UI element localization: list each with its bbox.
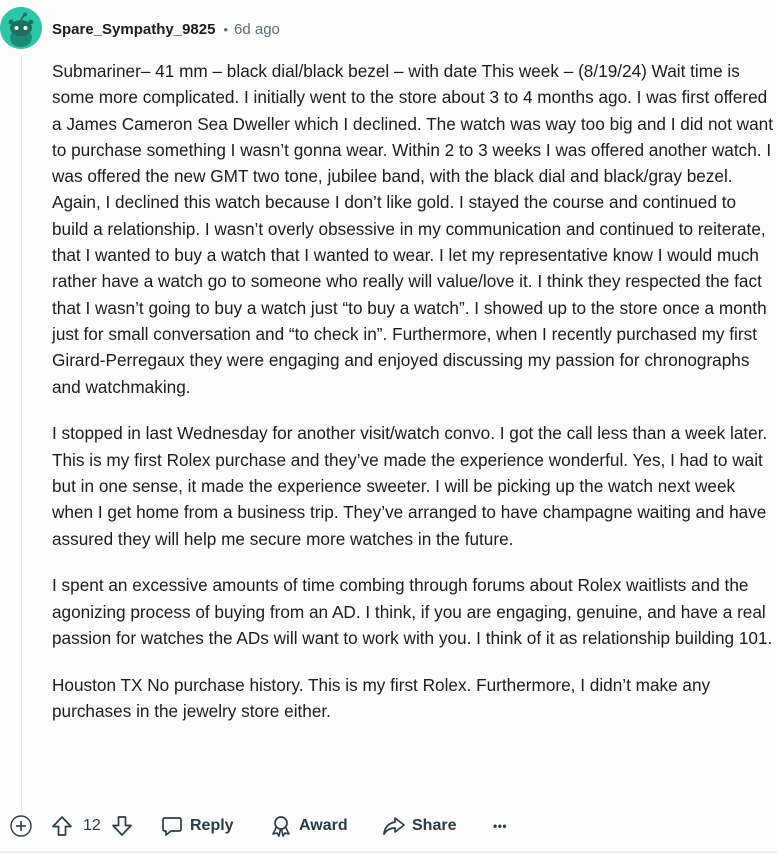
share-label: Share	[412, 817, 457, 834]
award-ribbon-icon	[269, 814, 293, 838]
comment-age[interactable]: 6d ago	[234, 20, 280, 38]
meta-separator: •	[223, 21, 228, 37]
ellipsis-icon: •••	[493, 819, 508, 833]
comment-body	[52, 58, 774, 745]
share-button[interactable]	[382, 810, 456, 842]
award-button[interactable]	[269, 810, 348, 842]
vote-count: 12	[83, 817, 101, 834]
comment-meta	[52, 18, 280, 40]
expand-thread-button[interactable]	[9, 814, 33, 838]
speech-bubble-icon	[161, 815, 183, 837]
thread-line[interactable]	[21, 56, 22, 813]
arrow-up-icon	[51, 814, 73, 838]
award-label: Award	[299, 817, 348, 834]
share-arrow-icon	[382, 815, 406, 837]
username[interactable]: Spare_Sympathy_9825	[52, 20, 216, 38]
avatar[interactable]	[0, 7, 42, 49]
arrow-down-icon	[111, 814, 133, 838]
plus-circle-icon	[9, 814, 33, 838]
downvote-button[interactable]	[111, 810, 133, 842]
comment-actions	[0, 810, 777, 842]
more-options-button[interactable]	[493, 810, 507, 842]
snoo-avatar-icon	[0, 7, 42, 49]
upvote-button[interactable]	[51, 810, 73, 842]
reply-label: Reply	[190, 817, 234, 834]
comment-paragraph: I spent an excessive amounts of time combing through forums about Rolex waitlists and the agonizing process of buying from an AD. I think, if you are engaging, genuine, and have a real passion for watches the ADs will want to work with you. I think of it as relationship building 101.	[52, 575, 773, 648]
comment-paragraph: Houston TX No purchase history. This is my first Rolex. Furthermore, I didn’t make any purchases in the jewelry store either.	[52, 674, 711, 722]
comment-paragraph: Submariner– 41 mm – black dial/black bezel – with date This week – (8/19/24) Wait time is some more complicated. I initially went to the store about 3 to 4 months ago. I was first offered a James Cameron Sea Dweller which I declined. The watch was way too big and I did not want to purchase something I wasn’t gonna wear. Within 2 to 3 weeks I was offered another watch. I was offered the new GMT two tone, jubilee band, with the black dial and black/gray bezel. Again, I declined this watch because I don’t like gold. I stayed the course and continued to build a relationship. I wasn’t overly obsessive in my communication and continued to reiterate, that I wanted to buy a watch that I wanted to wear. I let my representative know I would much rather have a watch go to someone who really will value/love it. I think they respected the fact that I wasn’t going to buy a watch just “to buy a watch”. I showed up to the store once a month just for small conversation and “to check in”. Furthermore, when I recently purchased my first Girard-Perregaux they were engaging and enjoyed discussing my passion for chronographs and watchmaking.	[52, 61, 773, 397]
reply-button[interactable]	[161, 810, 234, 842]
comment-paragraph: I stopped in last Wednesday for another visit/watch convo. I got the call less than a week later. This is my first Rolex purchase and they’ve made the experience wonderful. Yes, I had to wait but in one sense, it made the experience sweeter. I will be picking up the watch next week when I get home from a business trip. They’ve arranged to have champagne waiting and have assured they will help me secure more watches in the future.	[52, 423, 768, 549]
